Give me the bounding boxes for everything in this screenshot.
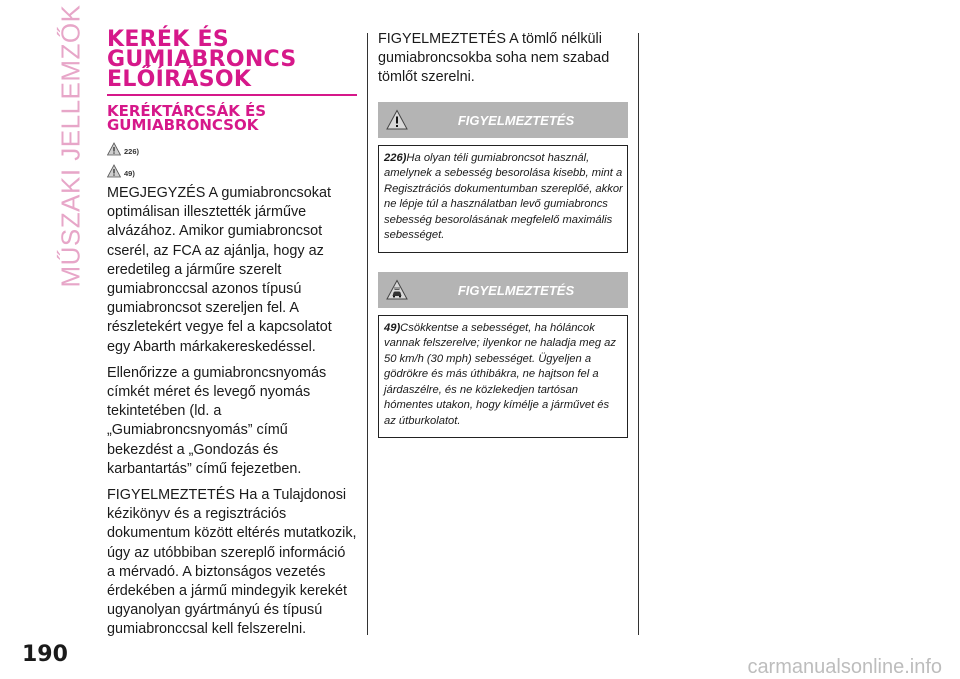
warning-header: [378, 102, 628, 138]
left-column: [107, 27, 357, 647]
section-heading-line: ELŐÍRÁSOK: [107, 67, 252, 92]
watermark: carmanualsonline.info: [747, 656, 942, 678]
section-heading-line: GUMIABRONCS: [107, 47, 297, 72]
page-number: 190: [22, 642, 68, 667]
subsection-heading-line: GUMIABRONCSOK: [107, 116, 259, 134]
warning-number: 226): [384, 151, 407, 164]
warning-reference[interactable]: [107, 162, 357, 178]
column-divider: [638, 33, 639, 635]
heading-underline: [107, 94, 357, 96]
warning-header-label: FIGYELMEZTETÉS: [457, 282, 575, 298]
section-heading: [107, 27, 357, 92]
warning-text-box: [378, 315, 628, 439]
body-paragraph: FIGYELMEZTETÉS Ha a Tulajdonosi kézikönyv és a regisztrációs dokumentum között eltérés mutatkozik, úgy az utóbbiban szereplő információ a mérvadó. A biztonságos vezetés érdekében a jármű mindegyik kerekét ugyanolyan gyártmányú és típusú gumiabronccsal kell felszerelni.: [107, 487, 357, 638]
side-section-title: [55, 4, 86, 288]
section-heading-line: KERÉK ÉS: [107, 27, 230, 52]
subsection-heading-line: KERÉKTÁRCSÁK ÉS: [107, 102, 267, 120]
warning-triangle-icon: [107, 164, 121, 178]
warning-block: [378, 272, 628, 439]
warning-header: [378, 272, 628, 308]
warning-text: [384, 151, 623, 244]
warning-body: Csökkentse a sebességet, ha hóláncok vannak felszerelve; ilyenkor ne haladja meg az 50 km/h (30 mph) sebességet. Ügyeljen a gödrökre és más úthibákra, ne hajtson fel a járdaszélre, és ne közlekedjen tartósan hómentes utakon, hogy kímélje a járművet és az útburkolatot.: [384, 321, 616, 427]
warning-header-label: FIGYELMEZTETÉS: [457, 112, 575, 128]
warning-text: [384, 321, 623, 430]
warning-block: [378, 102, 628, 253]
warning-reference-number: 49): [124, 169, 135, 178]
body-paragraph: Ellenőrizze a gumiabroncsnyomás címkét méret és levegő nyomás tekintetében (ld. a „Gumiabroncsnyomás” című bekezdést a „Gondozás és karbantartás” című fejezetben.: [107, 364, 327, 477]
warning-reference[interactable]: [107, 140, 357, 156]
column-divider: [367, 33, 368, 635]
warning-reference-number: 226): [124, 147, 140, 156]
warning-triangle-icon: [107, 142, 121, 156]
side-section-title-text: MŰSZAKI JELLEMZŐK: [55, 4, 86, 288]
warning-number: 49): [384, 321, 401, 334]
subsection-heading: [107, 104, 357, 132]
warning-body: Ha olyan téli gumiabroncsot használ, amelynek a sebesség besorolása kisebb, mint a Regisztrációs dokumentumban szereplőé, akkor ne lépje túl a használatban levő gumiabroncs sebesség besorolásának megfelelő maximális sebességet.: [384, 151, 623, 242]
body-paragraph: MEGJEGYZÉS A gumiabroncsokat optimálisan illesztették járműve alvázához. Amikor gumiabroncsot cserél, az FCA az ajánlja, hogy az eredetileg a járműre szerelt gumiabronccsal azonos típusú gumiabroncsot szereljen fel. A részletekért vegye fel a kapcsolatot egy Abarth márkakereskedéssel.: [107, 185, 332, 355]
middle-column: [378, 30, 628, 438]
warning-text-box: [378, 145, 628, 253]
body-paragraph: FIGYELMEZTETÉS A tömlő nélküli gumiabroncsokba soha nem szabad tömlőt szerelni.: [378, 31, 610, 86]
